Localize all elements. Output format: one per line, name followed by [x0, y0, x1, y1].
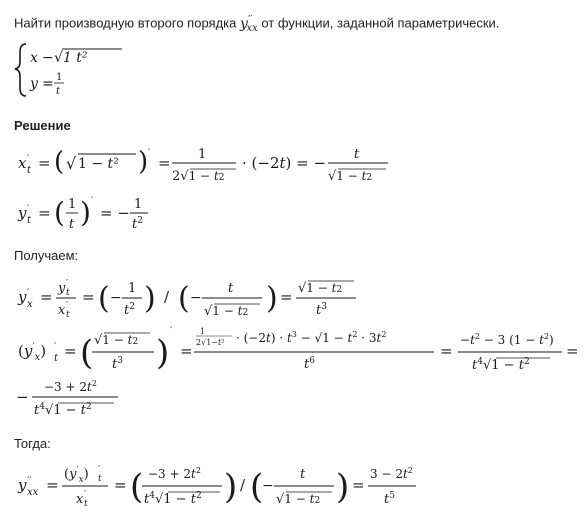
svg-text:′: ′ — [98, 465, 101, 475]
svg-text:2√1−t²: 2√1−t² — [196, 338, 225, 347]
svg-text:1 − t²: 1 − t² — [78, 156, 119, 172]
svg-text:(: ( — [54, 147, 65, 177]
svg-text:2√1 − t2: 2√1 − t2 — [172, 169, 225, 184]
svg-text:(y′x): $(y'_x)$ — [64, 466, 89, 485]
svg-text:t2: $t^2$ — [132, 216, 143, 232]
svg-text:′: ′ — [91, 196, 94, 207]
svg-text:y: y — [18, 476, 27, 494]
svg-text:t: t — [66, 288, 70, 298]
task-intro: Найти производную второго порядка — [14, 15, 237, 31]
svg-text:= −: = − — [100, 204, 130, 222]
parametric-system — [14, 40, 154, 100]
system-line2-den: t — [56, 86, 61, 97]
svg-text:(: ( — [130, 467, 144, 507]
svg-text:′: ′ — [54, 342, 57, 353]
task-deriv-sup: ′′ — [247, 14, 253, 25]
svg-text:′: ′ — [148, 148, 151, 159]
system-line2-num: 1 — [56, 72, 63, 83]
svg-text:t4√1 − t2: $t^4√1 - t^2$ — [34, 402, 92, 418]
svg-text:t: t — [66, 310, 70, 320]
svg-text:√1 − t2: √1 − t2 — [298, 281, 343, 296]
svg-text:=: = — [158, 154, 171, 172]
svg-text:=: = — [114, 476, 127, 494]
svg-text:=: = — [180, 342, 193, 360]
svg-text:1: 1 — [134, 197, 143, 212]
svg-text:−: − — [110, 290, 122, 306]
svg-text:=: = — [64, 342, 77, 360]
svg-text:′: ′ — [66, 301, 69, 311]
svg-text:′: ′ — [27, 288, 30, 299]
formula-xt — [14, 140, 394, 192]
task-deriv-sub: xx — [246, 23, 258, 35]
system-line1-lhs: x — [30, 50, 38, 66]
then-heading: Тогда: — [14, 436, 51, 451]
task-statement — [14, 14, 499, 34]
svg-text:/: / — [240, 476, 246, 494]
svg-text:t4√1 − t2: $t^4√1 - t^2$ — [472, 357, 530, 373]
svg-text:−t2 − 3 (1 − t2): $-t^2 - 3$ $(1 - t^2)$ — [460, 332, 554, 347]
svg-text:xx: xx — [27, 487, 39, 498]
svg-text:=: = — [46, 476, 59, 494]
svg-text:′: ′ — [84, 490, 87, 500]
svg-text:=: = — [38, 204, 51, 222]
svg-text:(: ( — [80, 333, 94, 373]
formula-yt — [14, 190, 214, 238]
svg-text:=: = — [40, 288, 53, 306]
svg-text:t: t — [300, 467, 306, 482]
task-deriv-symbol: y — [239, 15, 248, 32]
svg-text:x: x — [18, 154, 27, 172]
svg-text:=: = — [440, 342, 453, 360]
svg-text:y: y — [18, 204, 27, 222]
svg-text:−: − — [16, 388, 29, 406]
system-line2-eq: = — [42, 76, 54, 92]
svg-text:): ) — [144, 281, 156, 316]
svg-text:3 − 2t2: $3 - 2t^2$ — [370, 466, 413, 481]
svg-text:): ) — [266, 281, 278, 316]
svg-text:t: t — [354, 147, 360, 162]
svg-text:t2: $t^2$ — [124, 302, 135, 318]
svg-text:t6: $t^6$ — [304, 356, 315, 372]
svg-text:=: = — [280, 288, 293, 306]
svg-text:=: = — [566, 342, 579, 360]
svg-text:′: ′ — [66, 279, 69, 289]
svg-text:−3 + 2t2: $-3 + 2t^2$ — [44, 379, 97, 394]
svg-text:): ) — [138, 147, 149, 177]
formula-yx — [14, 268, 374, 328]
svg-text:√1 − t2: √1 − t2 — [204, 304, 249, 319]
system-line1-rhs: √1 t² — [54, 50, 88, 66]
svg-text:1: 1 — [68, 197, 77, 212]
svg-text:· (−2t) · t3 − √1 − t2 · 3t2: · $(-2t) \cdot t^3 - √1 - t^2 \cdot 3t^2$ — [236, 330, 387, 345]
svg-text:t: t — [228, 281, 234, 296]
svg-text:t5: $t^5$ — [384, 491, 395, 507]
svg-text:x: x — [58, 303, 66, 318]
svg-text:(: ( — [98, 281, 110, 316]
svg-text:t: t — [54, 353, 59, 364]
svg-text:(y′x): $(y'_x)$ — [18, 342, 47, 363]
svg-text:): ) — [224, 467, 238, 507]
svg-text:t: t — [84, 499, 88, 509]
svg-text:(: ( — [178, 281, 190, 316]
svg-text:x: x — [76, 492, 84, 507]
system-line1-eq: − — [42, 50, 54, 66]
svg-text:· (−2t) = −: · (−2t) = − — [242, 154, 327, 172]
svg-text:−: − — [190, 290, 202, 306]
svg-text:t: t — [27, 165, 32, 176]
svg-text:t: t — [69, 217, 75, 232]
svg-text:/: / — [164, 288, 170, 306]
formula-yxx — [14, 456, 434, 516]
svg-text:x: x — [27, 299, 33, 310]
svg-text:1: 1 — [198, 147, 207, 162]
svg-text:t4√1 − t2: $t^4√1 - t^2$ — [144, 491, 202, 507]
svg-text:): ) — [336, 467, 350, 507]
svg-text:t3: $t^3$ — [112, 356, 123, 372]
svg-text:√1 − t2: √1 − t2 — [276, 492, 321, 507]
svg-text:t3: $t^3$ — [316, 302, 327, 318]
svg-text:′: ′ — [27, 204, 30, 215]
svg-text:y: y — [18, 288, 27, 306]
svg-text:t: t — [27, 215, 32, 226]
task-derivative-notation — [239, 14, 258, 35]
svg-text:(: ( — [54, 196, 65, 229]
svg-text:): ) — [156, 333, 170, 373]
svg-text:√: √ — [66, 154, 77, 173]
svg-text:−3 + 2t2: $-3 + 2t^2$ — [148, 466, 201, 481]
svg-text:=: = — [352, 476, 365, 494]
system-line2-lhs: y — [30, 76, 38, 92]
we-get-heading: Получаем: — [14, 248, 79, 263]
solution-heading: Решение — [14, 118, 71, 133]
svg-text:): ) — [80, 196, 91, 229]
svg-text:√1 − t2: √1 − t2 — [94, 333, 139, 348]
svg-text:t: t — [98, 474, 102, 484]
task-tail: от функции, заданной параметрически. — [261, 15, 500, 31]
svg-text:1: 1 — [128, 281, 137, 296]
svg-text:′: ′ — [27, 154, 30, 165]
svg-text:√1 − t2: √1 − t2 — [328, 169, 373, 184]
svg-text:′′: ′′ — [27, 476, 32, 487]
svg-text:′: ′ — [170, 326, 173, 337]
svg-text:y: y — [58, 281, 66, 296]
svg-text:(: ( — [250, 467, 264, 507]
system-brace — [15, 44, 26, 96]
svg-text:1: 1 — [200, 327, 206, 336]
formula-yx-t-cont — [14, 374, 154, 424]
svg-text:−: − — [262, 478, 274, 494]
svg-text:=: = — [82, 288, 95, 306]
formula-yx-t — [14, 322, 586, 382]
svg-text:=: = — [38, 154, 51, 172]
